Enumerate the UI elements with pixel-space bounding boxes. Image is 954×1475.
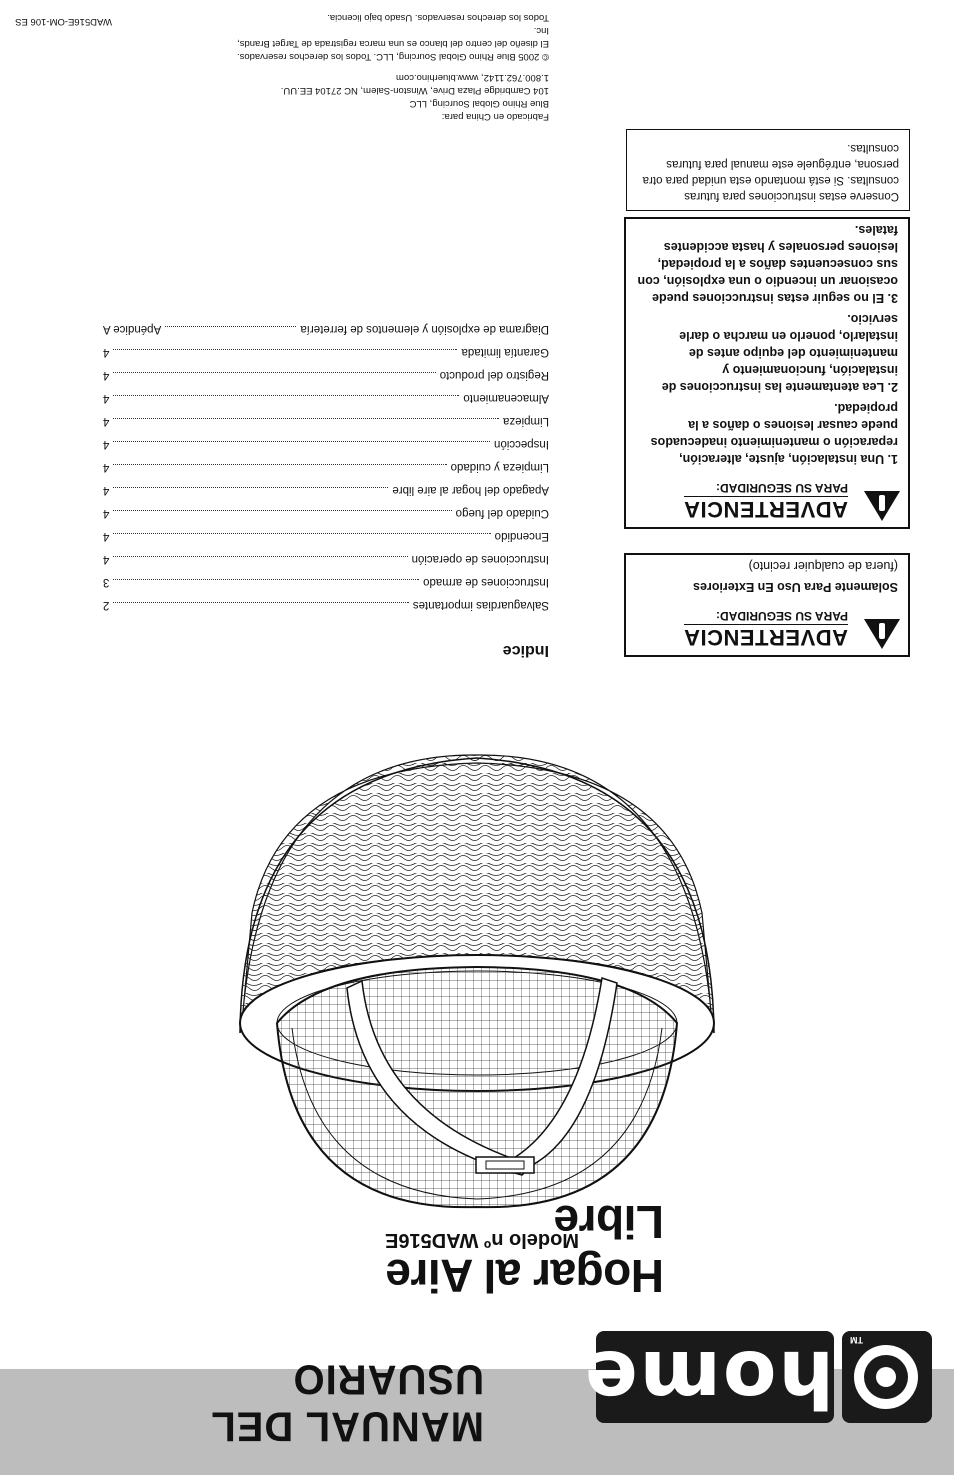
publisher-info [229, 11, 549, 123]
warning-heading: ADVERTENCIA [683, 625, 848, 650]
toc-item: Inspección 4 [103, 433, 549, 456]
brand-wordmark: home [582, 1333, 834, 1423]
company-name: Blue Rhino Global Sourcing, LLC [409, 98, 549, 109]
warning-line: (fuera de cualquier recinto) [748, 559, 898, 573]
warning-box-safety [624, 217, 910, 529]
toc-item: Instrucciones de operación 4 [103, 548, 549, 571]
keep-instructions-notice [626, 129, 910, 211]
toc-item: Cuidado del fuego 4 [103, 502, 549, 525]
target-bullseye-icon [842, 1331, 932, 1423]
warning-heading: ADVERTENCIA [683, 497, 848, 522]
toc-item: Limpieza y cuidado 4 [103, 456, 549, 479]
toc-item: Encendido 4 [103, 525, 549, 548]
toc-item: Instrucciones de armado 3 [103, 571, 549, 594]
warning-box-outdoor [624, 553, 910, 657]
model-number: Modelo nº WAD516E [385, 1229, 579, 1251]
made-for-line: Fabricado en China para: [441, 111, 549, 122]
toc-item: Almacenamiento 4 [103, 387, 549, 410]
company-contact: 1.800.762.1142, www.bluerhino.com [396, 72, 549, 83]
toc-item: Registro del producto 4 [103, 364, 549, 387]
toc-item: Apagado del hogar al aire libre 4 [103, 479, 549, 502]
company-address: 104 Cambridge Plaza Drive, Winston-Salem, NC 27104 EE.UU. [280, 85, 549, 96]
manual-title: MANUAL DEL USUARIO [211, 1355, 484, 1450]
toc-item: Limpieza 4 [103, 410, 549, 433]
toc-item: Salvaguardias importantes 2 [103, 594, 549, 617]
warning-subheading: PARA SU SEGURIDAD: [715, 609, 848, 623]
brand-logo [582, 1331, 932, 1423]
rights-line: Todos los derechos reservados. Usado bajo licencia. [327, 12, 549, 23]
warning-item: 3. El no seguir estas instrucciones puede ocasionar un incendio o una explosión, con sus consecuentes daños a la propiedad, lesiones personales y hasta accidentes fatales. [637, 223, 898, 305]
product-title: Hogar al Aire Libre [385, 1196, 664, 1302]
toc-item: Garantía limitada 4 [103, 341, 549, 364]
warning-item: 2. Lea atentamente las instrucciones de instalación, funcionamiento y mantenimiento del equipo antes de instalarlo, ponerlo en marcha o darle servicio. [661, 312, 898, 394]
table-of-contents [103, 318, 549, 617]
toc-item: Diagrama de explosión y elementos de ferretería Apéndice A [103, 318, 549, 341]
copyright-line: © 2005 Blue Rhino Global Sourcing, LLC. Todos los derechos reservados. [236, 51, 549, 62]
warning-line: Solamente Para Uso En Exteriores [693, 580, 898, 594]
trademark-symbol: TM [850, 1335, 863, 1345]
index-title: Indice [502, 642, 549, 659]
notice-text: Conserve estas instrucciones para futuras consultas. Si está montando esta unidad para otra persona, entréguele este manual para futuras consultas. [642, 142, 899, 202]
warning-item: 1. Una instalación, ajuste, alteración, reparación o mantenimiento inadecuados puede causar lesiones o daños a la propiedad. [650, 401, 898, 466]
fire-pit-illustration [232, 753, 722, 1213]
trademark-note: El diseño del centro del blanco es una marca registrada de Target Brands, Inc. [237, 25, 549, 49]
document-code: WAD516E-OM-106 ES [15, 16, 112, 27]
warning-subheading: PARA SU SEGURIDAD: [715, 481, 848, 495]
